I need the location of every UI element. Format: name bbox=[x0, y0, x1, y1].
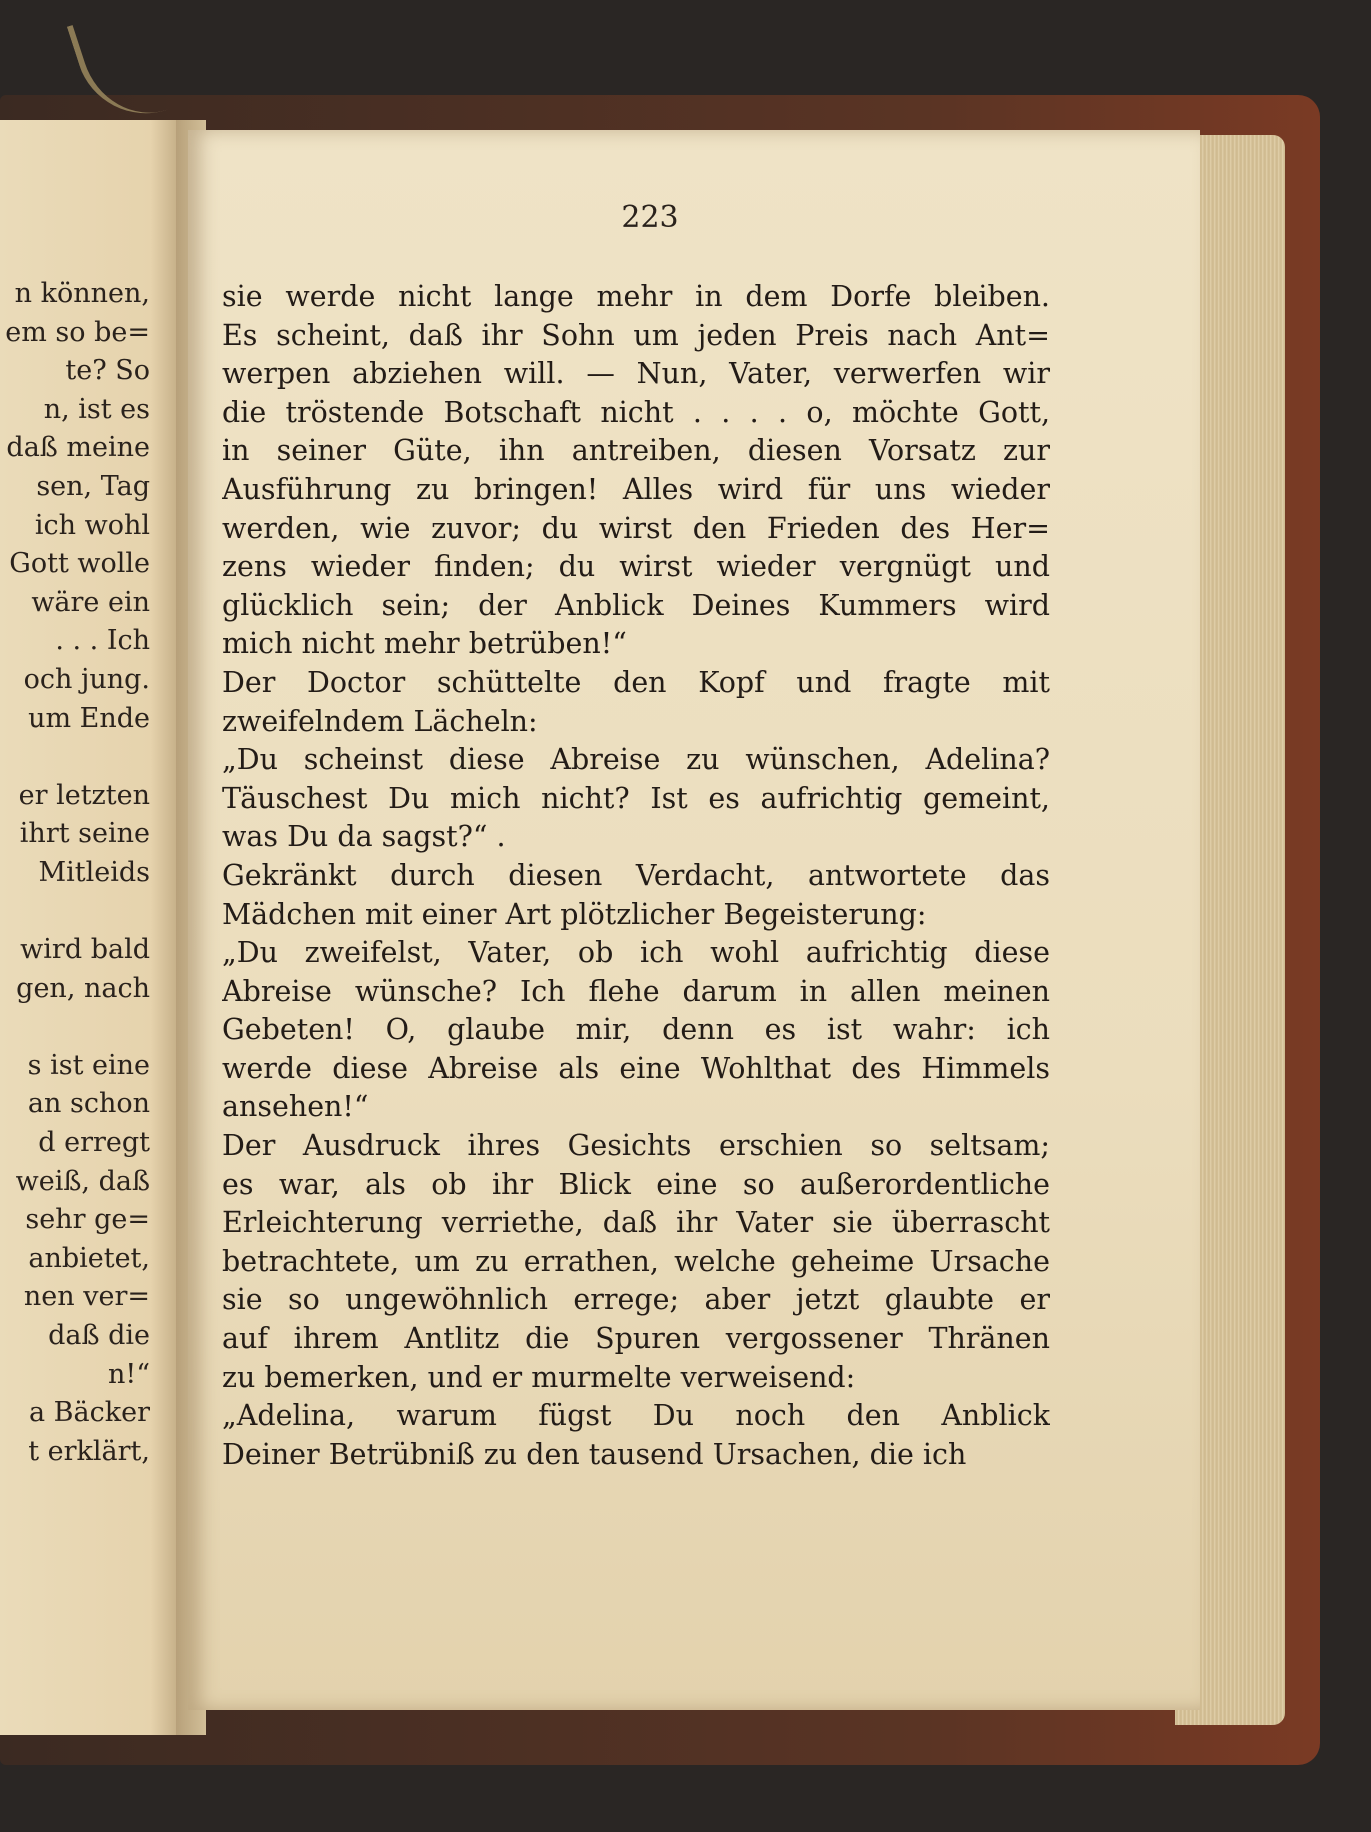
text-line: ansehen!“ bbox=[222, 1090, 369, 1124]
page-number: 223 bbox=[621, 200, 679, 235]
left-text-line: wäre ein bbox=[31, 586, 150, 618]
left-text-line: sen, Tag bbox=[36, 470, 150, 502]
left-page-text bbox=[0, 275, 150, 1471]
left-text-line: te? So bbox=[65, 355, 150, 387]
left-text-line: ihrt seine bbox=[19, 818, 150, 850]
text-line: es war, als ob ihr Blick eine so außerordentliche bbox=[222, 1167, 1050, 1201]
text-line: zens wieder finden; du wirst wieder vergnügt und bbox=[222, 550, 1050, 584]
text-line: Mädchen mit einer Art plötzlicher Begeisterung: bbox=[222, 897, 927, 931]
left-text-line bbox=[0, 893, 150, 932]
left-text-line: d erregt bbox=[38, 1127, 150, 1159]
text-line: Gekränkt durch diesen Verdacht, antwortete das bbox=[222, 858, 1050, 892]
text-line: werden, wie zuvor; du wirst den Frieden des Her= bbox=[222, 511, 1050, 545]
text-line: was Du da sagst?“ . bbox=[222, 820, 506, 854]
body-text bbox=[222, 278, 1050, 1474]
left-text-line: daß meine bbox=[6, 432, 150, 464]
text-line: betrachtete, um zu errathen, welche geheime Ursache bbox=[222, 1244, 1050, 1278]
text-line: Es scheint, daß ihr Sohn um jeden Preis nach Ant= bbox=[222, 318, 1050, 352]
left-text-line: s ist eine bbox=[27, 1049, 150, 1081]
left-text-line: och jung. bbox=[23, 663, 150, 695]
left-text-line: wird bald bbox=[20, 934, 150, 966]
text-line: in seiner Güte, ihn antreiben, diesen Vorsatz zur bbox=[222, 434, 1050, 468]
left-text-line: t erklärt, bbox=[28, 1435, 150, 1467]
left-text-line: n!“ bbox=[107, 1358, 150, 1390]
left-text-line: an schon bbox=[27, 1088, 150, 1120]
text-line: Deiner Betrübniß zu den tausend Ursachen, die ich bbox=[222, 1437, 967, 1471]
left-text-line: anbietet, bbox=[28, 1242, 150, 1274]
left-text-line bbox=[0, 738, 150, 777]
left-text-line: nen ver= bbox=[23, 1281, 150, 1313]
left-text-line: ich wohl bbox=[34, 509, 150, 541]
left-text-line: um Ende bbox=[28, 702, 150, 734]
text-line: Ausführung zu bringen! Alles wird für uns wieder bbox=[222, 472, 1050, 506]
text-line: zu bemerken, und er murmelte verweisend: bbox=[222, 1360, 856, 1394]
text-line: Erleichterung verriethe, daß ihr Vater sie überrascht bbox=[222, 1206, 1050, 1240]
text-line: werpen abziehen will. — Nun, Vater, verwerfen wir bbox=[222, 357, 1050, 391]
text-line: auf ihrem Antlitz die Spuren vergossener Thränen bbox=[222, 1322, 1050, 1356]
left-text-line: em so be= bbox=[5, 316, 150, 348]
left-text-line: n, ist es bbox=[43, 393, 150, 425]
text-line: glücklich sein; der Anblick Deines Kummers wird bbox=[222, 588, 1050, 622]
text-line: Abreise wünsche? Ich flehe darum in allen meinen bbox=[222, 974, 1050, 1008]
left-text-line: Mitleids bbox=[38, 856, 150, 888]
text-line: Der Ausdruck ihres Gesichts erschien so seltsam; bbox=[222, 1129, 1050, 1163]
left-text-line: sehr ge= bbox=[25, 1204, 150, 1236]
text-line: „Du scheinst diese Abreise zu wünschen, Adelina? bbox=[222, 743, 1050, 777]
left-text-line: . . . Ich bbox=[55, 625, 150, 657]
text-line: zweifelndem Lächeln: bbox=[222, 704, 538, 738]
text-line: Täuschest Du mich nicht? Ist es aufrichtig gemeint, bbox=[222, 781, 1050, 815]
text-line: sie werde nicht lange mehr in dem Dorfe bleiben. bbox=[222, 280, 1050, 313]
left-text-line: er letzten bbox=[18, 779, 150, 811]
left-text-line: n können, bbox=[14, 278, 150, 309]
text-line: die tröstende Botschaft nicht . . . . o, möchte Gott, bbox=[222, 395, 1050, 429]
left-text-line: a Bäcker bbox=[29, 1397, 150, 1429]
text-line: „Du zweifelst, Vater, ob ich wohl aufrichtig diese bbox=[222, 936, 1050, 970]
text-line: Der Doctor schüttelte den Kopf und fragte mit bbox=[222, 665, 1050, 699]
left-text-line: gen, nach bbox=[16, 972, 150, 1004]
text-line: Gebeten! O, glaube mir, denn es ist wahr: ich bbox=[222, 1013, 1050, 1047]
left-text-line: daß die bbox=[48, 1320, 150, 1352]
left-text-line: weiß, daß bbox=[15, 1165, 150, 1197]
left-text-line: Gott wolle bbox=[9, 548, 150, 580]
text-line: „Adelina, warum fügst Du noch den Anblick bbox=[222, 1399, 1050, 1433]
left-text-line bbox=[0, 1008, 150, 1047]
text-line: sie so ungewöhnlich errege; aber jetzt glaubte er bbox=[222, 1283, 1050, 1317]
text-line: werde diese Abreise als eine Wohlthat des Himmels bbox=[222, 1051, 1050, 1085]
text-line: mich nicht mehr betrüben!“ bbox=[222, 627, 627, 661]
